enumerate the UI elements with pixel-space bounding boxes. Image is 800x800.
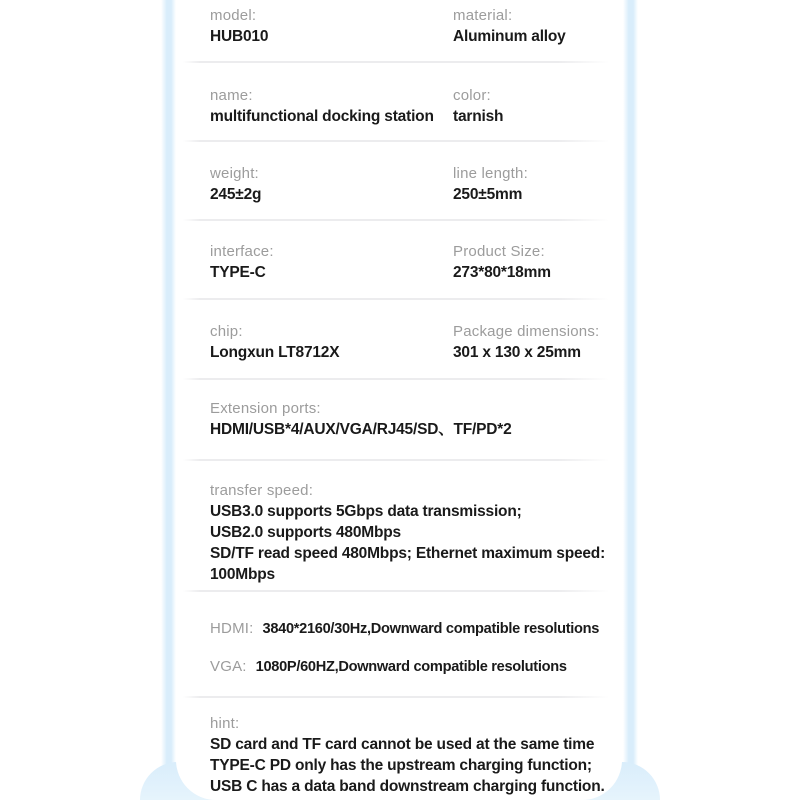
spec-row-chip-packagedims	[176, 300, 622, 380]
transfer-speed-line: USB3.0 supports 5Gbps data transmission;	[210, 503, 522, 520]
chip-label: chip:	[210, 323, 243, 340]
spec-row-video-outputs	[176, 592, 622, 698]
vga-label: VGA:	[210, 658, 247, 675]
chip-value: Longxun LT8712X	[210, 344, 340, 361]
model-label: model:	[210, 7, 257, 24]
material-value: Aluminum alloy	[453, 28, 566, 45]
spec-row-transfer-speed	[176, 461, 622, 592]
spec-row-hint	[176, 698, 622, 800]
left-accent-strip	[161, 0, 176, 800]
interface-value: TYPE-C	[210, 264, 266, 281]
hint-line: TYPE-C PD only has the upstream charging function;	[210, 757, 592, 774]
extension-ports-value: HDMI/USB*4/AUX/VGA/RJ45/SD、TF/PD*2	[210, 421, 512, 438]
material-label: material:	[453, 7, 513, 24]
line-length-value: 250±5mm	[453, 186, 523, 203]
name-label: name:	[210, 87, 253, 104]
right-accent-strip	[623, 0, 638, 800]
product-size-label: Product Size:	[453, 243, 545, 260]
package-dimensions-label: Package dimensions:	[453, 323, 600, 340]
model-value: HUB010	[210, 28, 269, 45]
spec-card	[176, 0, 622, 800]
hdmi-spec-line	[210, 619, 618, 640]
transfer-speed-line: SD/TF read speed 480Mbps; Ethernet maximum speed:	[210, 545, 606, 562]
transfer-speed-line: 100Mbps	[210, 566, 275, 583]
hdmi-value: 3840*2160/30Hz,Downward compatible resolutions	[262, 621, 600, 637]
spec-row-name-color	[176, 63, 622, 142]
color-label: color:	[453, 87, 491, 104]
interface-label: interface:	[210, 243, 274, 260]
transfer-speed-label: transfer speed:	[210, 482, 314, 499]
name-value: multifunctional docking station	[210, 108, 434, 125]
spec-row-weight-linelength	[176, 142, 622, 221]
hint-line: SD card and TF card cannot be used at the same time	[210, 736, 595, 753]
transfer-speed-line: USB2.0 supports 480Mbps	[210, 524, 401, 541]
hdmi-label: HDMI:	[210, 620, 254, 637]
package-dimensions-value: 301 x 130 x 25mm	[453, 344, 581, 361]
vga-value: 1080P/60HZ,Downward compatible resolutions	[255, 659, 567, 675]
spec-row-model-material	[176, 0, 622, 63]
spec-row-interface-productsize	[176, 221, 622, 300]
color-value: tarnish	[453, 108, 504, 125]
hint-label: hint:	[210, 715, 240, 732]
product-size-value: 273*80*18mm	[453, 264, 551, 281]
line-length-label: line length:	[453, 165, 528, 182]
spec-row-extension-ports	[176, 380, 622, 461]
weight-label: weight:	[210, 165, 259, 182]
hint-line: USB C has a data band downstream charging function.	[210, 778, 605, 795]
extension-ports-label: Extension ports:	[210, 400, 321, 417]
weight-value: 245±2g	[210, 186, 262, 203]
vga-spec-line	[210, 657, 618, 678]
